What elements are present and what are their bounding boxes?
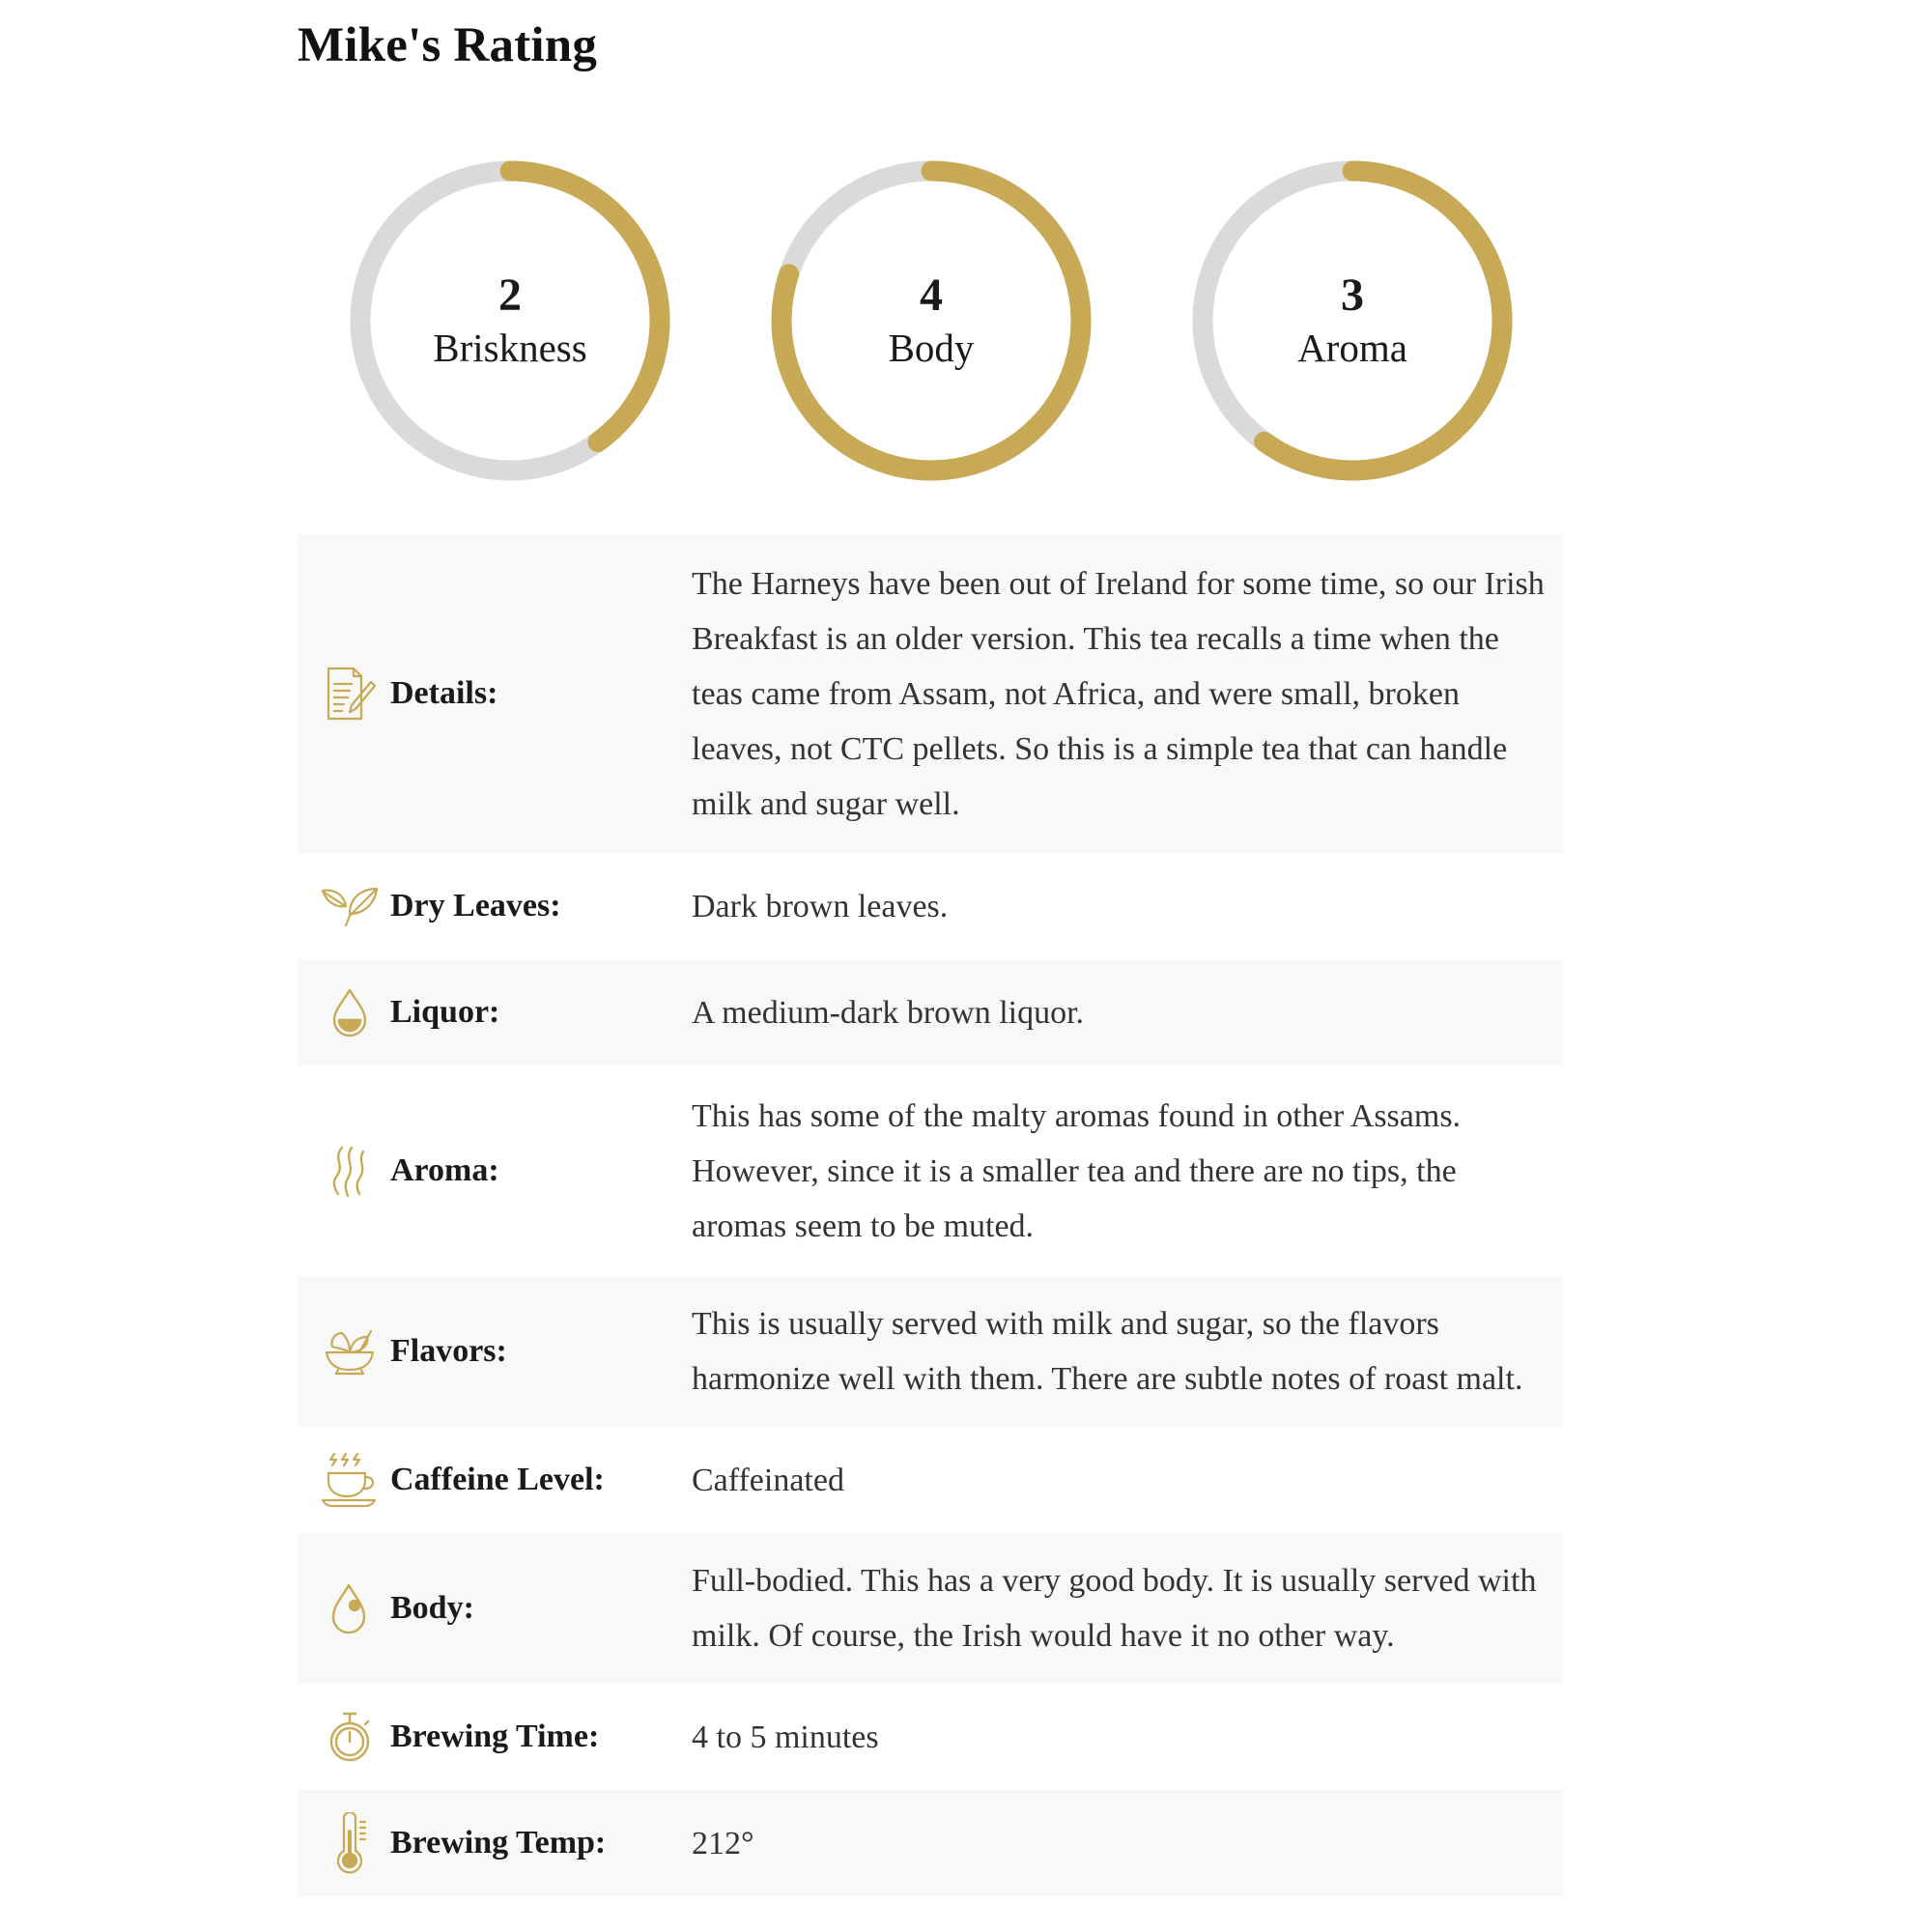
- document-edit-icon: [321, 665, 379, 723]
- row-value: Full-bodied. This has a very good body. It is usually served with milk. Of course, the Irish would have it no other way.: [692, 1563, 1537, 1654]
- row-value: This has some of the malty aromas found in other Assams. However, since it is a smaller tea and there are no tips, the aromas seem to be muted.: [692, 1097, 1462, 1244]
- rating-title: Mike's Rating: [298, 18, 598, 72]
- thermometer-icon: [321, 1814, 379, 1872]
- row-value: This is usually served with milk and sugar, so the flavors harmonize well with them. There are subtle notes of roast malt.: [692, 1306, 1523, 1397]
- row-value: 212°: [692, 1825, 754, 1861]
- steam-icon: [321, 1142, 379, 1200]
- row-label: Liquor:: [390, 994, 500, 1030]
- ring-value: 3: [1341, 270, 1364, 321]
- rating-ring-briskness: [348, 158, 672, 483]
- row-value: 4 to 5 minutes: [692, 1719, 879, 1755]
- herb-bowl-icon: [321, 1322, 379, 1380]
- details-row-liquor: [298, 959, 1563, 1065]
- details-row-flavors: [298, 1276, 1563, 1427]
- drop-body-icon: [321, 1579, 379, 1637]
- ring-value: 4: [920, 270, 943, 321]
- row-label: Caffeine Level:: [390, 1462, 605, 1497]
- ring-label: Body: [888, 326, 975, 370]
- row-label: Body:: [390, 1590, 474, 1626]
- details-row-dry-leaves: [298, 853, 1563, 959]
- row-label: Flavors:: [390, 1333, 507, 1369]
- details-row-brewing-temp: [298, 1790, 1563, 1896]
- rating-ring-aroma: [1190, 158, 1515, 483]
- row-label: Dry Leaves:: [390, 888, 561, 923]
- ring-label: Briskness: [433, 326, 587, 370]
- details-row-caffeine-level: [298, 1427, 1563, 1533]
- row-label: Details:: [390, 675, 498, 711]
- row-label: Brewing Time:: [390, 1719, 600, 1754]
- row-value: The Harneys have been out of Ireland for some time, so our Irish Breakfast is an older version. This tea recalls a time when the teas came from Assam, not Africa, and were small, broken leaves, not CTC pellets. So this is a simple tea that can handle milk and sugar well.: [692, 565, 1545, 822]
- rating-rings: [298, 158, 1563, 483]
- details-row-details: [298, 534, 1563, 853]
- ring-label: Aroma: [1297, 326, 1407, 370]
- row-value: Dark brown leaves.: [692, 888, 949, 924]
- stopwatch-icon: [321, 1708, 379, 1766]
- tea-details-table: [298, 534, 1563, 1896]
- droplet-icon: [321, 983, 379, 1041]
- tea-cup-icon: [321, 1451, 379, 1509]
- row-value: Caffeinated: [692, 1462, 844, 1498]
- details-row-body: [298, 1533, 1563, 1684]
- ring-value: 2: [498, 270, 522, 321]
- rating-ring-body: [769, 158, 1094, 483]
- details-row-aroma: [298, 1065, 1563, 1276]
- row-label: Brewing Temp:: [390, 1825, 607, 1861]
- details-row-brewing-time: [298, 1684, 1563, 1790]
- row-label: Aroma:: [390, 1152, 499, 1188]
- leaves-icon: [321, 877, 379, 935]
- row-value: A medium-dark brown liquor.: [692, 994, 1085, 1031]
